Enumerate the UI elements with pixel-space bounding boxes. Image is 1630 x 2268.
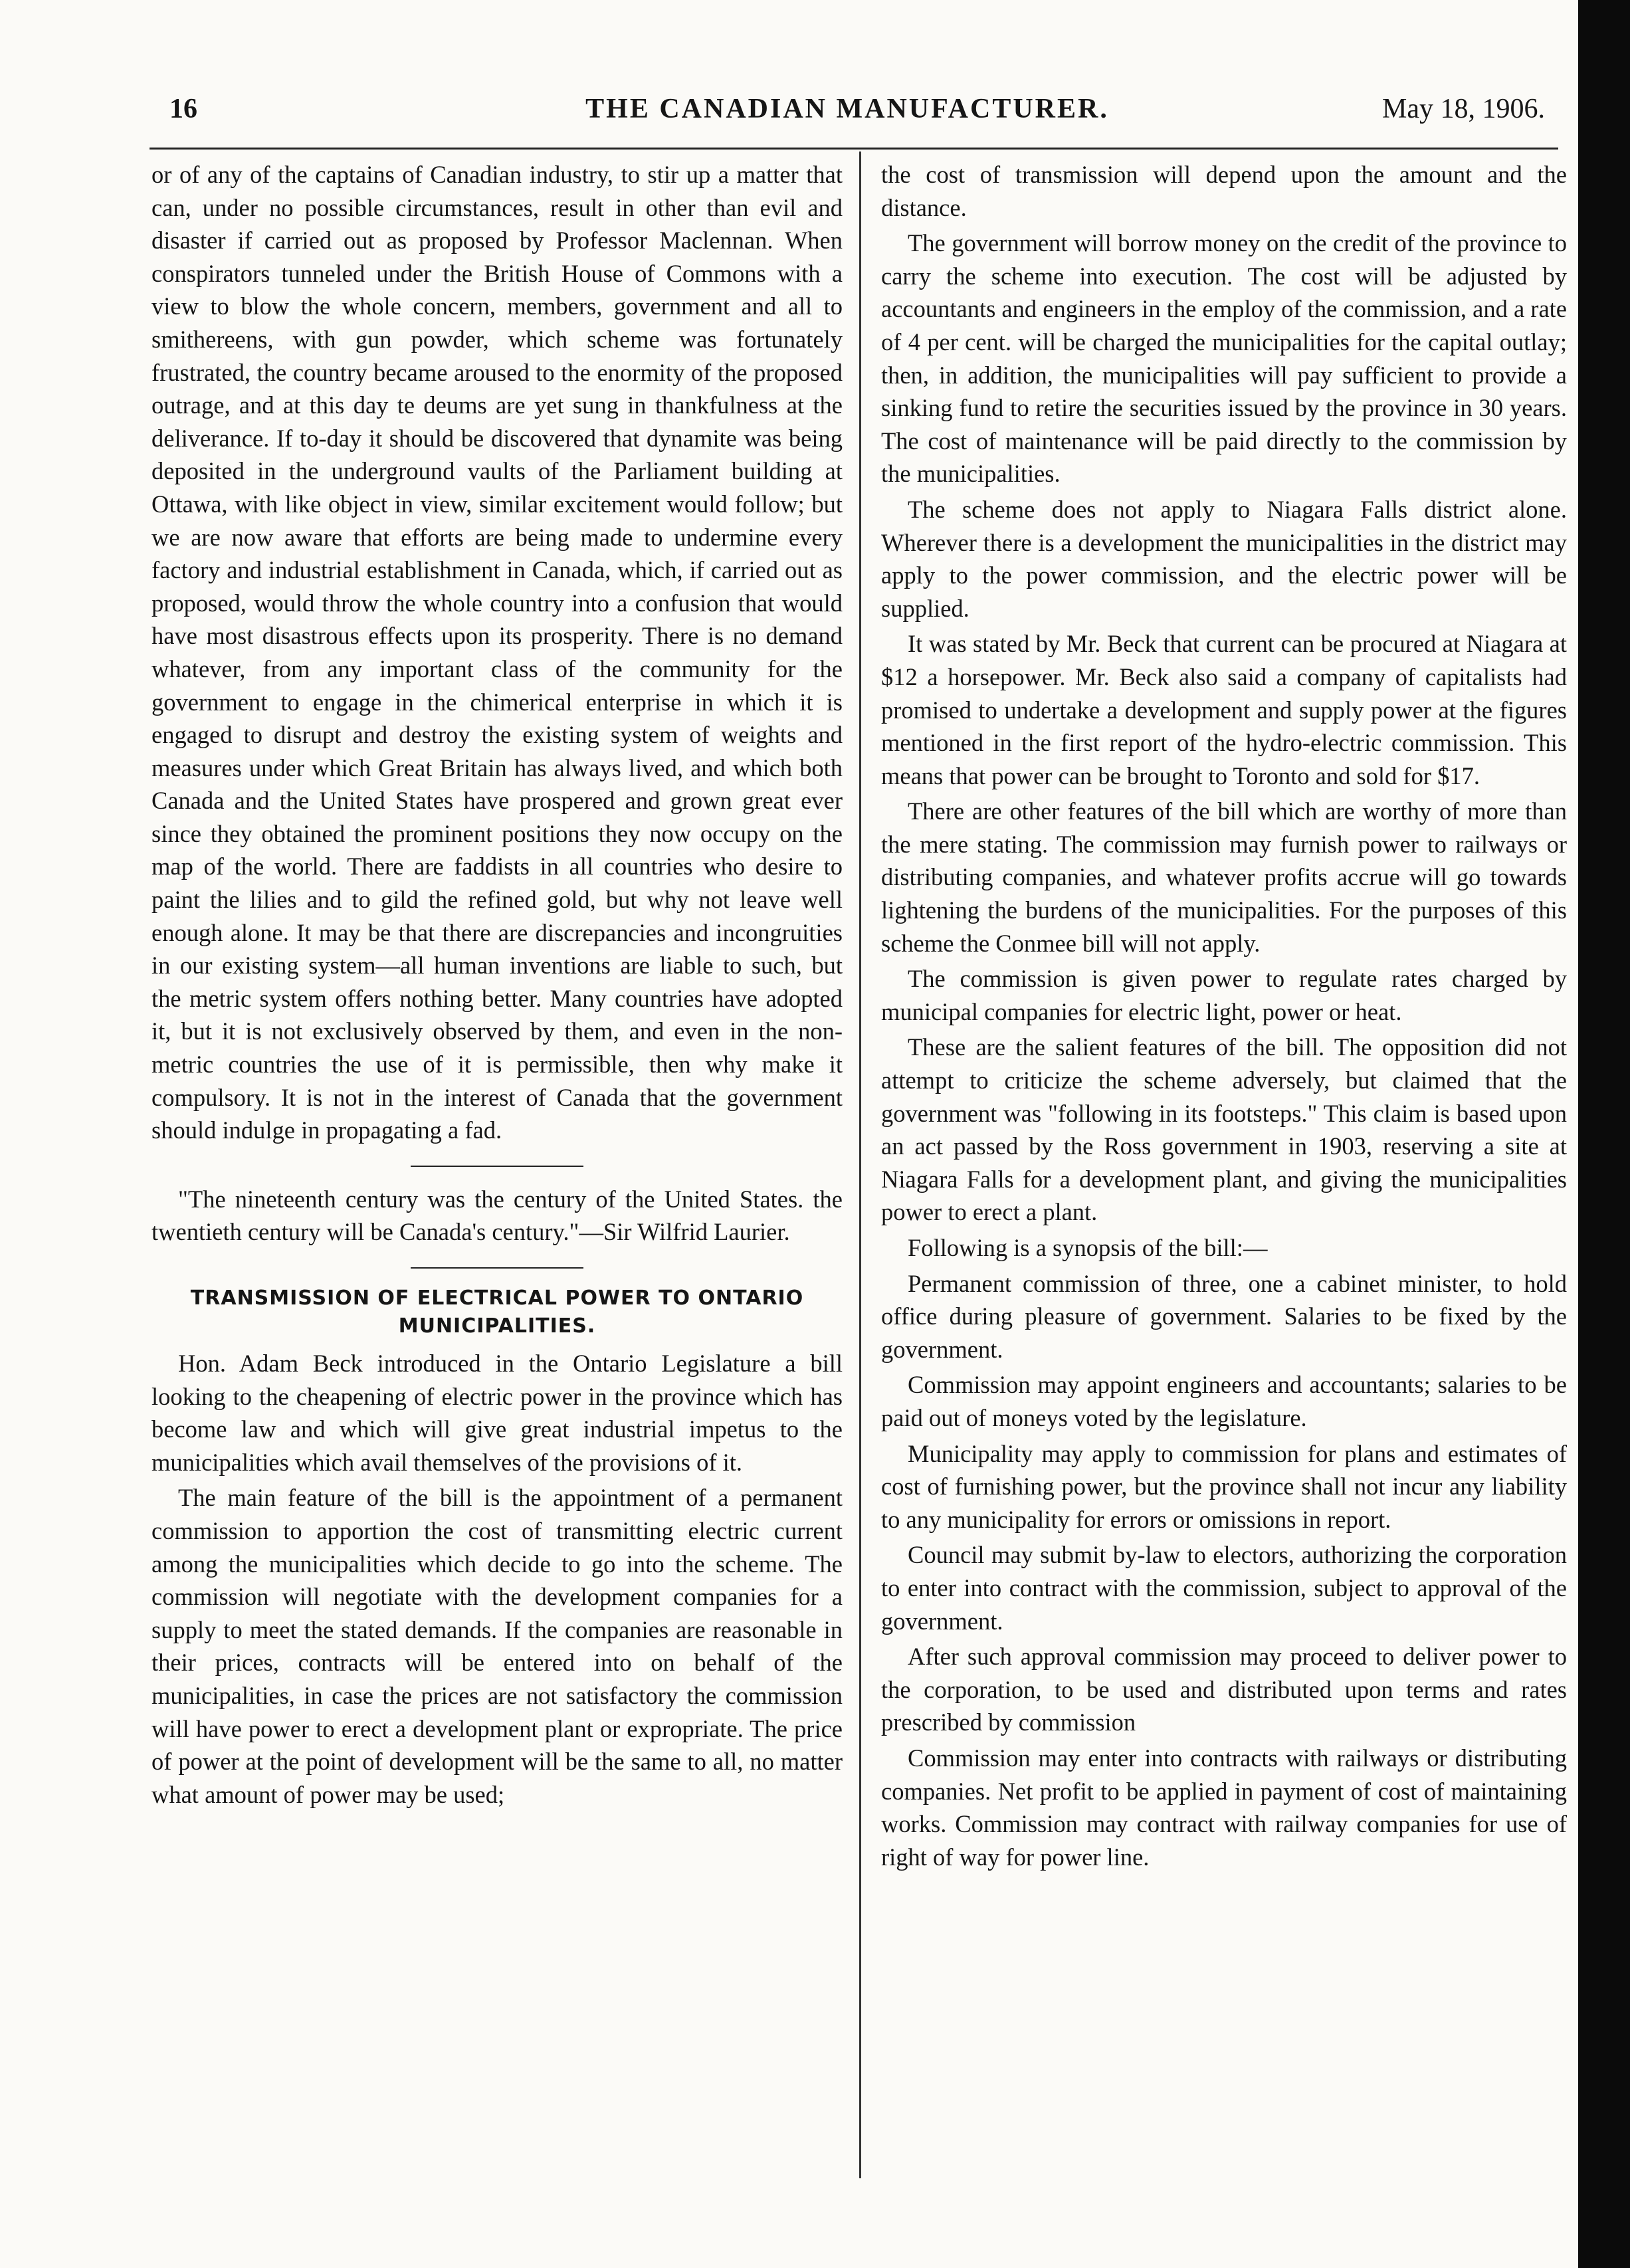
synopsis-item: Commission may appoint engineers and accountants; salaries to be paid out of moneys voted by the legislature. (881, 1371, 1567, 1431)
column-divider (859, 152, 861, 2178)
synopsis-item: Council may submit by-law to electors, authorizing the corporation to enter into contract with the commission, subject to approval of the government. (881, 1541, 1567, 1635)
article-paragraph: The government will borrow money on the credit of the province to carry the scheme into execution. The cost will be adjusted by accountants and engineers in the employ of the commission, and a rate of 4 per cent. will be charged the municipalities for the capital outlay; then, in addition, the municipalities will pay sufficient to provide a sinking fund to retire the securities issued by the province in 30 years. The cost of maintenance will be paid directly to the commission by the municipalities. (881, 229, 1567, 488)
publication-title: THE CANADIAN MANUFACTURER. (585, 94, 1109, 124)
editorial-paragraph: or of any of the captains of Canadian industry, to stir up a matter that can, under no possible circumstances, result in other than evil and disaster if carried out as proposed by Professor Maclennan. When conspirators tunneled under the British House of Commons with a view to blow the whole concern, members, government and all to smithereens, with gun powder, which scheme was fortunately frustrated, the country became aroused to the enormity of the proposed outrage, and at this day te deums are yet sung in thankfulness at the deliverance. If to-day it should be discovered that dynamite was being deposited in the underground vaults of the Parliament building at Ottawa, with like object in view, similar excitement would follow; but we are now aware that efforts are being made to undermine every factory and industrial establishment in Canada, which, if carried out as proposed, would throw the whole country into a confusion that would have most disastrous effects upon its prosperity. There is no demand whatever, from any important class of the community for the government to engage in the chimerical enterprise in which it is engaged to disrupt and destroy the existing system of weights and measures under which Great Britain has always lived, and which both Canada and the United States have prospered and grown great ever since they obtained the prominent positions they now occupy on the map of the world. There are faddists in all countries who desire to paint the lilies and to gild the refined gold, but why not leave well enough alone. It may be that there are discrepancies and incongruities in our existing system—all human inventions are liable to such, but the metric system offers nothing better. Many countries have adopted it, but it is not exclusively observed by them, and even in the non-metric countries the use of it is permissible, then why make it compulsory. It is not in the interest of Canada that the government should indulge in propagating a fad. (152, 161, 843, 1144)
article-paragraph: It was stated by Mr. Beck that current can be procured at Niagara at $12 a horsepower. Mr. Beck also said a company of capitalists had promised to undertake a development and supply power at the figures mentioned in the first report of the hydro-electric commission. This means that power can be brought to Toronto and sold for $17. (881, 630, 1567, 789)
synopsis-intro: Following is a synopsis of the bill:— (908, 1234, 1268, 1261)
separator-rule (411, 1166, 583, 1167)
article-paragraph: The commission is given power to regulate rates charged by municipal companies for electric light, power or heat. (881, 965, 1567, 1025)
scan-edge-bar (1578, 0, 1630, 2268)
article-headline: TRANSMISSION OF ELECTRICAL POWER TO ONTARIO MUNICIPALITIES. (190, 1287, 804, 1338)
synopsis-item: Commission may enter into contracts with railways or distributing companies. Net profit to be applied in payment of cost of maintaining works. Commission may contract with railway companies for use of right of way for power line. (881, 1744, 1567, 1871)
article-paragraph: There are other features of the bill which are worthy of more than the mere stating. The commission may furnish power to railways or distributing companies, and whatever profits accrue will go towards lightening the burdens of the municipalities. For the purposes of this scheme the Conmee bill will not apply. (881, 797, 1567, 957)
left-column (152, 158, 843, 1813)
page-header (150, 93, 1545, 133)
page-number: 16 (169, 94, 197, 124)
issue-date: May 18, 1906. (1382, 94, 1545, 124)
article-paragraph: The scheme does not apply to Niagara Falls district alone. Wherever there is a development the municipalities in the district may apply to the power commission, and the electric power will be supplied. (881, 495, 1567, 622)
separator-rule (411, 1267, 583, 1269)
header-rule (150, 148, 1558, 150)
article-paragraph: Hon. Adam Beck introduced in the Ontario Legislature a bill looking to the cheapening of electric power in the province which has become law and which will give great industrial impetus to the municipalities which avail themselves of the provisions of it. (152, 1350, 843, 1476)
laurier-quote: "The nineteenth century was the century of the United States. the twentieth century will be Canada's century."—Sir Wilfrid Laurier. (152, 1185, 843, 1246)
article-paragraph: These are the salient features of the bill. The opposition did not attempt to criticize the scheme adversely, but claimed that the government was "following in its footsteps." This claim is based upon an act passed by the Ross government in 1903, reserving a site at Niagara Falls for a development plant, and giving the municipalities power to erect a plant. (881, 1033, 1567, 1226)
right-column (881, 158, 1567, 1876)
synopsis-item: After such approval commission may proceed to deliver power to the corporation, to be used and distributed upon terms and rates prescribed by commission (881, 1643, 1567, 1736)
synopsis-item: Municipality may apply to commission for plans and estimates of cost of furnishing power, but the province shall not incur any liability to any municipality for errors or omissions in report. (881, 1439, 1567, 1533)
article-paragraph: The main feature of the bill is the appointment of a permanent commission to apportion the cost of transmitting electric current among the municipalities which decide to go into the scheme. The commission will negotiate with the development companies for a supply to meet the stated demands. If the companies are reasonable in their prices, contracts will be entered into on behalf of the municipalities, in case the prices are not satisfactory the commission will have power to erect a development plant or expropriate. The price of power at the point of development will be the same to all, no matter what amount of power may be used; (152, 1484, 843, 1808)
article-paragraph: the cost of transmission will depend upon the amount and the distance. (881, 161, 1567, 221)
synopsis-item: Permanent commission of three, one a cabinet minister, to hold office during pleasure of government. Salaries to be fixed by the government. (881, 1269, 1567, 1363)
